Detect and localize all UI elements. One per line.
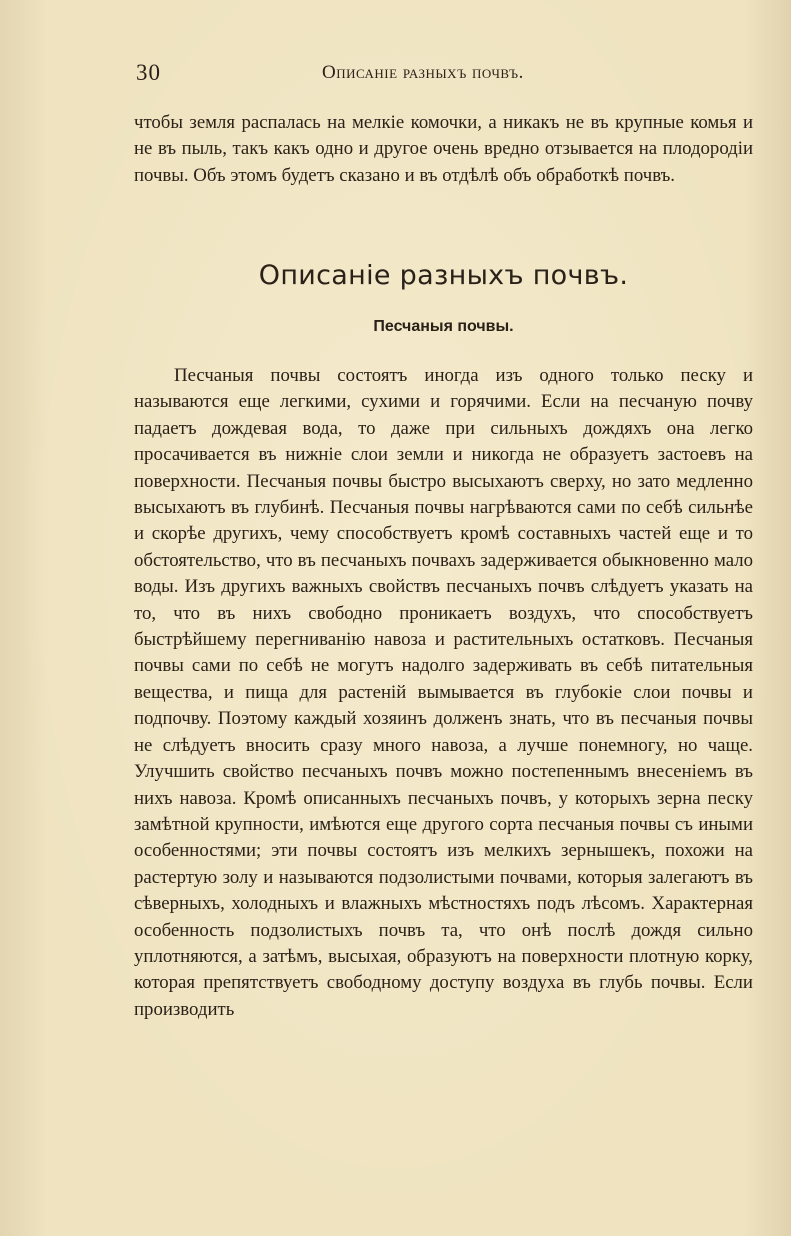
section-title: Описаніе разныхъ почвъ. [258, 260, 629, 291]
page-number: 30 [136, 60, 161, 85]
main-paragraph: Песчаныя почвы состоятъ иногда изъ одного только песку и называются еще легкими, сухими и горячими. Если на песчаную почву падаетъ дождевая вода, то даже при сильныхъ дождяхъ она легко просачивается въ нижніе слои земли и никогда не образуетъ застоевъ на поверхности. Песчаныя почвы быстро высыхаютъ сверху, но зато медленно высыхаютъ въ глубинѣ. Песчаныя почвы нагрѣваются сами по себѣ сильнѣе и скорѣе другихъ, чему способствуетъ кромѣ составныхъ частей еще и то обстоятельство, что въ песчаныхъ почвахъ задерживается обыкновенно мало воды. Изъ другихъ важныхъ свойствъ песчаныхъ почвъ слѣдуетъ указать на то, что въ нихъ свободно проникаетъ воздухъ, что способствуетъ быстрѣйшему перегниванію навоза и растительныхъ остатковъ. Песчаныя почвы сами по себѣ не могутъ надолго задерживать въ себѣ питательныя вещества, и пища для растеній вымывается въ глубокіе слои почвы и подпочву. Поэтому каждый хозяинъ долженъ знать, что въ песчаныя почвы не слѣдуетъ вносить сразу много навоза, а лучше понемногу, но чаще. Улучшить свойство песчаныхъ почвъ можно постепеннымъ внесеніемъ въ нихъ навоза. Кромѣ описанныхъ песчаныхъ почвъ, у которыхъ зерна песку замѣтной крупности, имѣются еще другого сорта песчаныя почвы съ иными особенностями; эти почвы состоятъ изъ мелкихъ зернышекъ, похожи на растертую золу и называются подзолистыми почвами, которыя залегаютъ въ сѣверныхъ, холодныхъ и влажныхъ мѣстностяхъ подъ лѣсомъ. Характерная особенность подзолистыхъ почвъ та, что онѣ послѣ дождя сильно уплотняются, а затѣмъ, высыхая, образуютъ на поверхности плотную корку, которая препятствуетъ свободному доступу воздуха въ глубь почвы. Если производить [134, 365, 753, 1020]
subsection-title: Песчаныя почвы. [373, 318, 514, 335]
intro-paragraph: чтобы земля распалась на мелкіе комочки, а никакъ не въ крупные комья и не въ пыль, такъ какъ одно и другое очень вредно отзывается на плодородіи почвы. Объ этомъ будетъ сказано и въ отдѣлѣ объ обработкѣ почвъ. [134, 112, 753, 186]
running-title: Описаніе разныхъ почвъ. [322, 62, 524, 83]
page-header [136, 60, 753, 90]
